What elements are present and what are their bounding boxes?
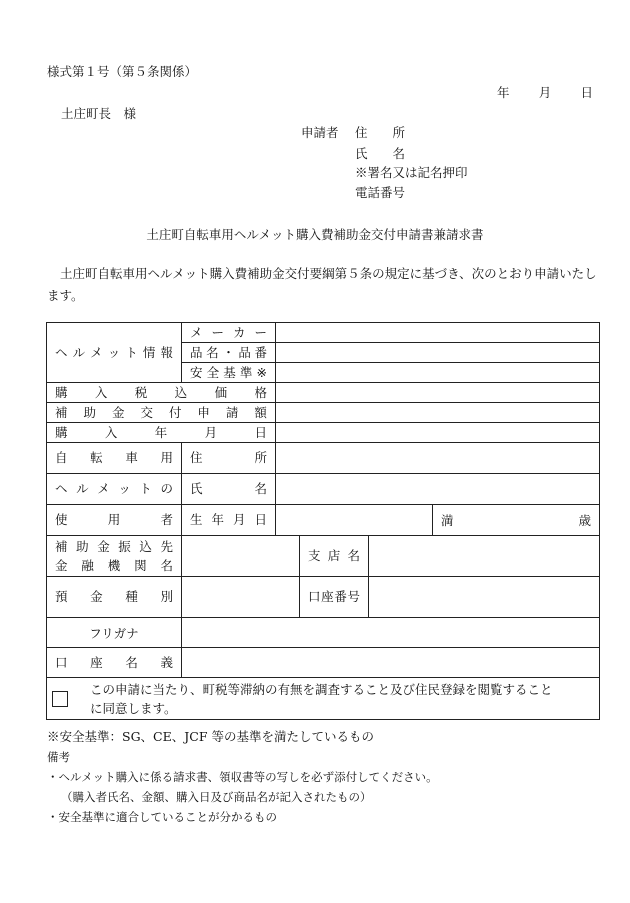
bank-label: 補 助 金 振 込 先 金 融 機 関 名 <box>47 536 182 577</box>
remarks-item2: ・安全基準に適合していることが分かるもの <box>47 810 277 824</box>
date-line <box>497 85 593 101</box>
account-holder-field[interactable] <box>182 648 600 678</box>
remarks-item1: ・ヘルメット購入に係る請求書、領収書等の写しを必ず添付してください。 <box>47 770 438 784</box>
user-name-label: 氏 名 <box>182 474 276 505</box>
date-day: 日 <box>580 85 593 100</box>
branch-field[interactable] <box>369 536 600 577</box>
user-address-field[interactable] <box>276 443 600 474</box>
bank-name-field[interactable] <box>182 536 300 577</box>
applicant-address: 住 所 <box>355 125 406 140</box>
consent-line2: に同意します。 <box>90 700 177 716</box>
price-label: 購 入 税 込 価 格 <box>47 383 276 403</box>
purchase-date-label: 購 入 年 月 日 <box>47 423 276 443</box>
account-no-field[interactable] <box>369 577 600 618</box>
helmet-info-label: ヘ ル メ ッ ト 情 報 <box>47 323 182 383</box>
purchase-date-field[interactable] <box>276 423 600 443</box>
applicant-signature-note: ※署名又は記名押印 <box>355 165 468 180</box>
user-name-field[interactable] <box>276 474 600 505</box>
age-prefix: 満 <box>441 513 454 528</box>
consent-row <box>47 678 600 720</box>
remarks-title: 備考 <box>47 750 70 764</box>
safety-footnote: ※安全基準：SG、CE、JCF 等の基準を満たしているもの <box>47 729 374 744</box>
deposit-type-label: 預 金 種 別 <box>47 577 182 618</box>
date-month: 月 <box>538 85 552 100</box>
remarks-item1-note: （購入者氏名、金額、購入日及び商品名が記入されたもの） <box>61 790 372 804</box>
user-birthdate-field[interactable] <box>276 505 433 536</box>
user-birthdate-label: 生 年 月 日 <box>182 505 276 536</box>
branch-label: 支 店 名 <box>300 536 369 577</box>
product-field[interactable] <box>276 343 600 363</box>
product-label: 品 名 ・ 品 番 <box>182 343 276 363</box>
age-suffix: 歳 <box>578 513 591 528</box>
safety-std-label: 安 全 基 準 ※ <box>182 363 276 383</box>
safety-std-field[interactable] <box>276 363 600 383</box>
addressee: 土庄町長 様 <box>61 106 137 121</box>
account-holder-label: 口 座 名 義 <box>47 648 182 678</box>
maker-label: メ ー カ ー <box>182 323 276 343</box>
date-year: 年 <box>497 85 510 100</box>
user-label-line1: 自 転 車 用 <box>47 443 182 474</box>
consent-line1: この申請に当たり、町税等滞納の有無を調査すること及び住民登録を閲覧すること <box>90 681 553 697</box>
user-label-line3: 使 用 者 <box>47 505 182 536</box>
user-age-field[interactable] <box>433 505 600 536</box>
subsidy-amount-label: 補 助 金 交 付 申 請 額 <box>47 403 276 423</box>
furigana-label: フリガナ <box>47 618 182 648</box>
account-no-label: 口 座 番 号 <box>300 577 369 618</box>
form-number: 様式第１号（第５条関係） <box>47 64 198 79</box>
consent-checkbox[interactable] <box>52 691 68 707</box>
user-label-line2: ヘ ル メ ッ ト の <box>47 474 182 505</box>
subsidy-amount-field[interactable] <box>276 403 600 423</box>
price-field[interactable] <box>276 383 600 403</box>
applicant-phone: 電話番号 <box>355 185 406 200</box>
application-form-table <box>46 322 600 720</box>
furigana-field[interactable] <box>182 618 600 648</box>
deposit-type-field[interactable] <box>182 577 300 618</box>
applicant-name: 氏 名 <box>355 146 406 161</box>
user-address-label: 住 所 <box>182 443 276 474</box>
maker-field[interactable] <box>276 323 600 343</box>
applicant-label: 申請者 <box>301 125 339 140</box>
intro-paragraph: 土庄町自転車用ヘルメット購入費補助金交付要綱第５条の規定に基づき、次のとおり申請いたします。 <box>47 266 597 303</box>
document-title: 土庄町自転車用ヘルメット購入費補助金交付申請書兼請求書 <box>146 227 484 242</box>
